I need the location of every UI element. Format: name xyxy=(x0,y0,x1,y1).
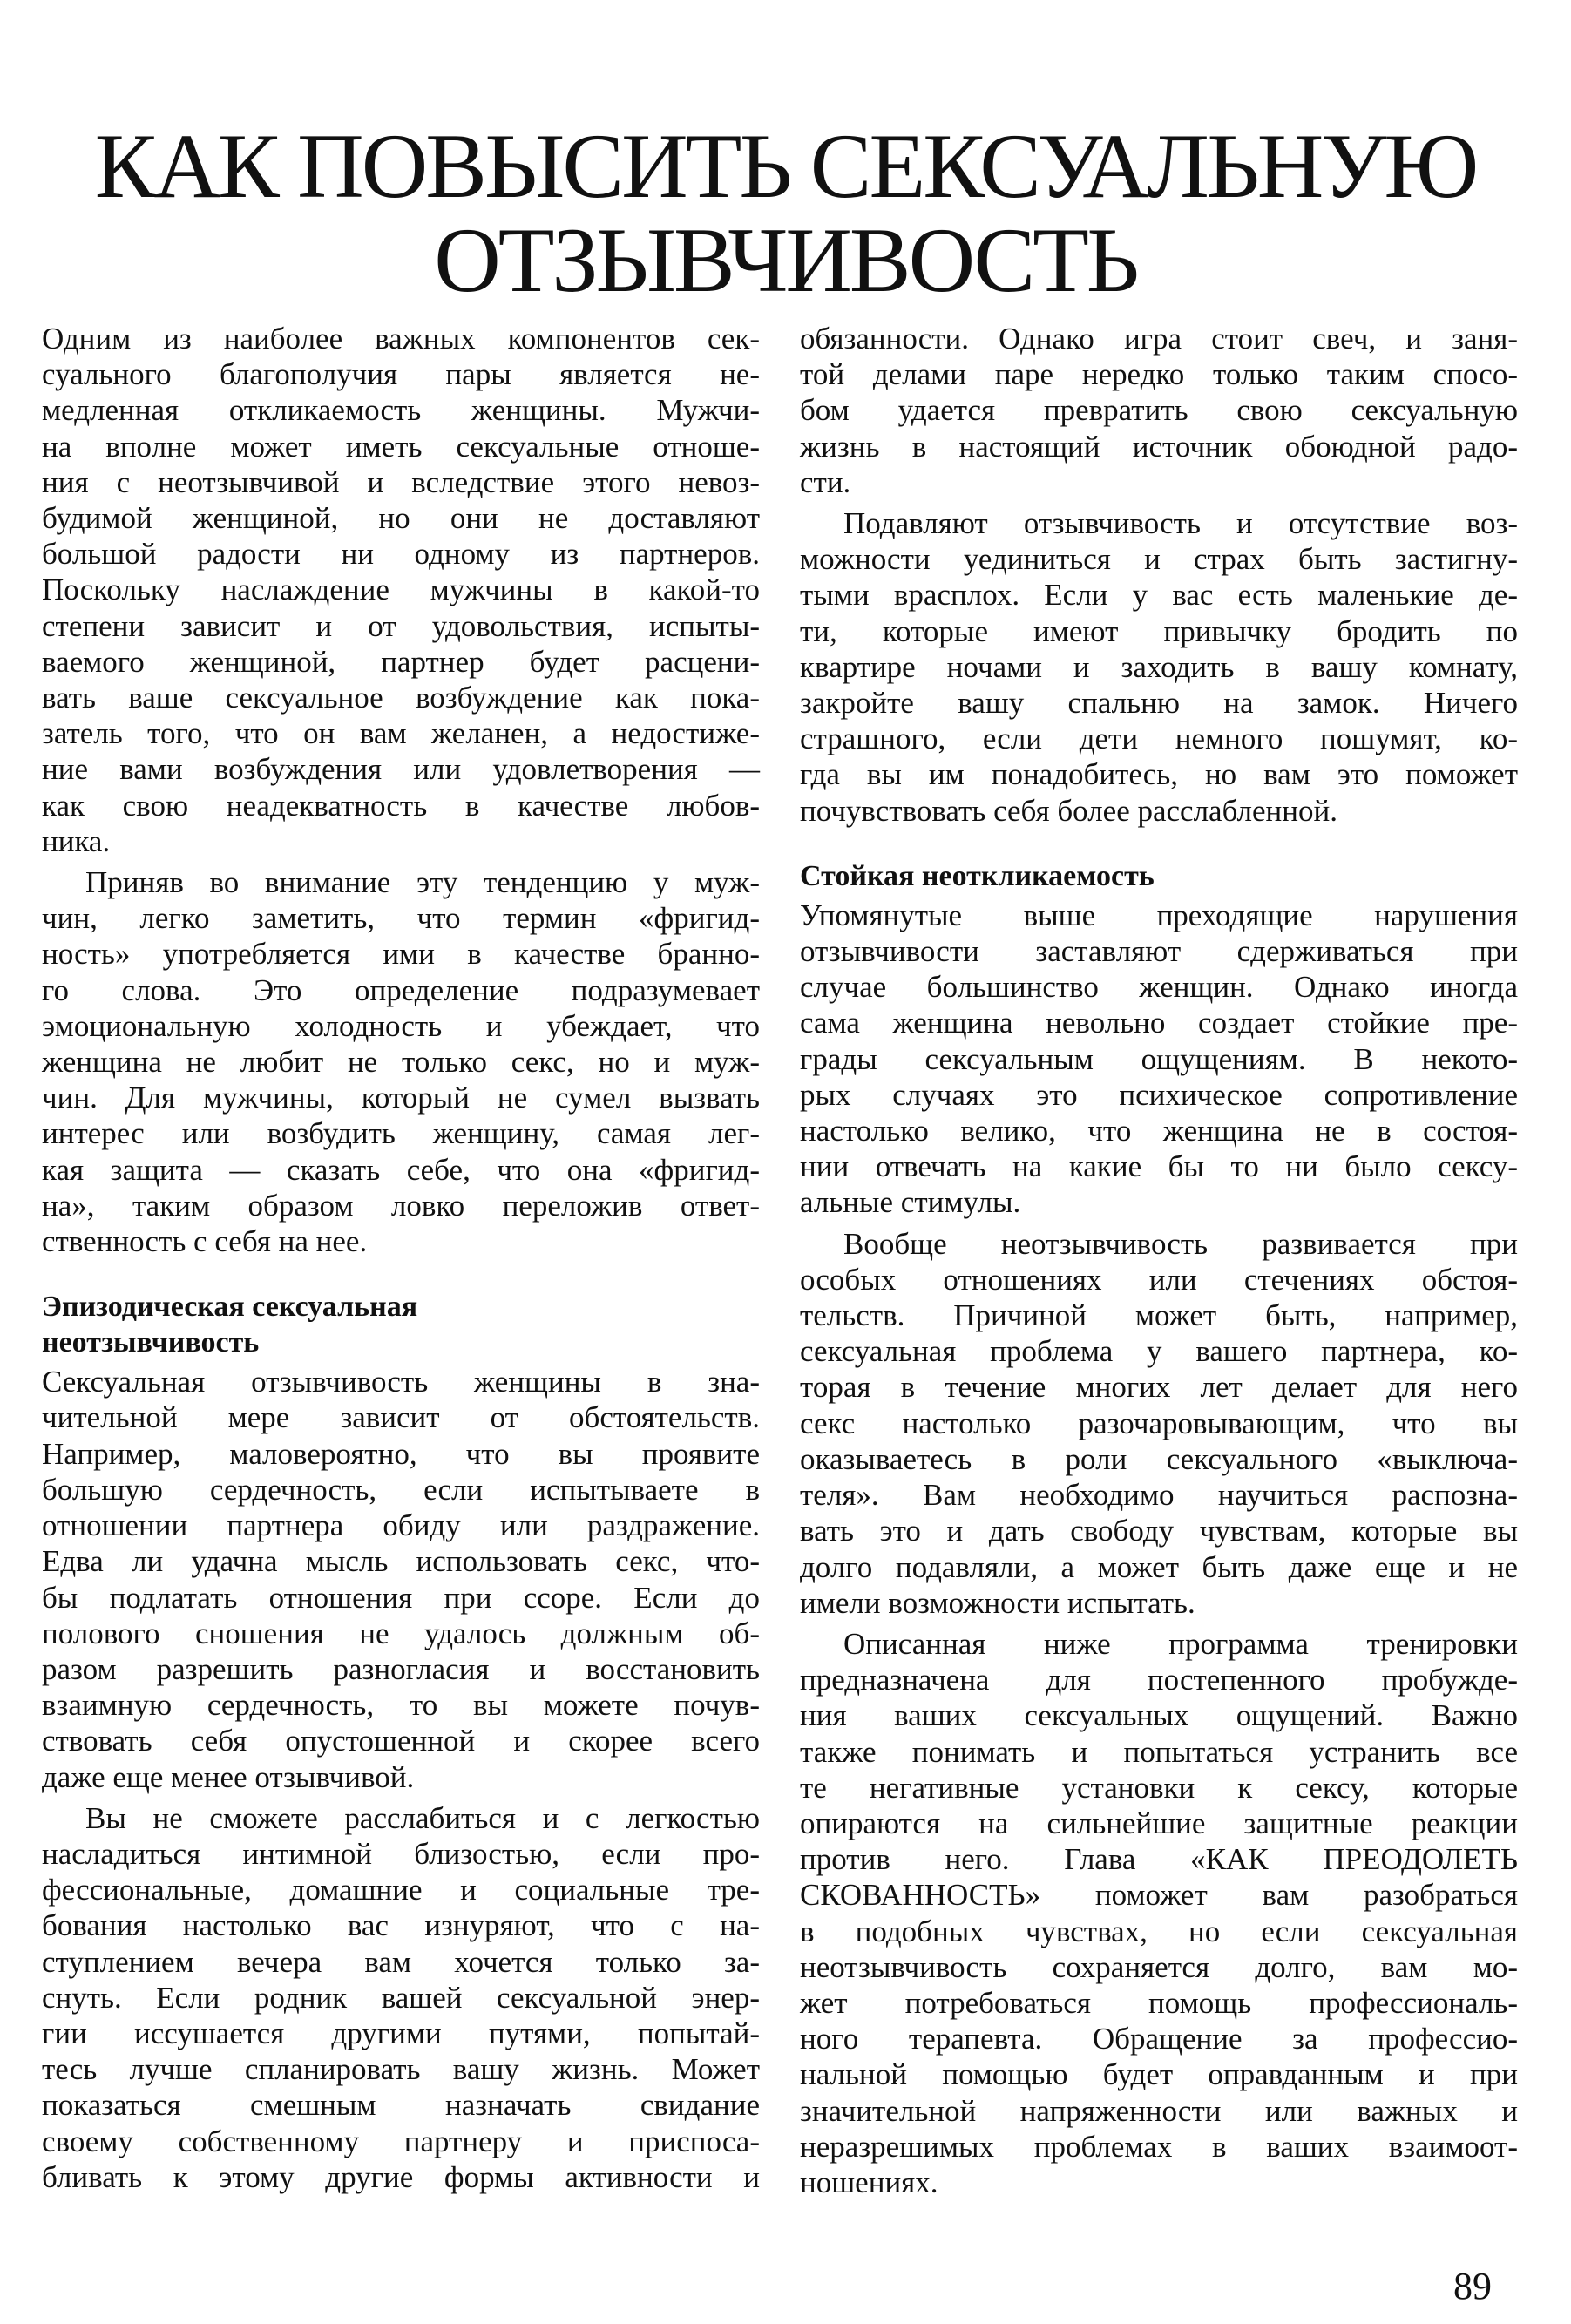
text-line: медленная откликаемость женщины. Мужчи- xyxy=(42,393,760,428)
text-line: как свою неадекватность в качестве любов- xyxy=(42,788,760,823)
text-line: ность» употребляется ими в качестве бранно- xyxy=(42,937,760,972)
text-line: Вообще неотзывчивость развивается при xyxy=(843,1226,1518,1261)
paragraph xyxy=(800,321,1518,500)
text-line: разом разрешить разногласия и восстановить xyxy=(42,1651,760,1686)
page-title-line-1 xyxy=(0,115,1571,217)
text-line: снуть. Если родник вашей сексуальной энер- xyxy=(42,1980,760,2015)
text-line: Едва ли удачна мысль использовать секс, что- xyxy=(42,1544,760,1579)
paragraph xyxy=(800,898,1518,1221)
text-line: ние вами возбуждения или удовлетворения — xyxy=(42,752,760,787)
text-line: Например, маловероятно, что вы проявите xyxy=(42,1436,760,1471)
text-line: показаться смешным назначать свидание xyxy=(42,2088,760,2123)
text-line: взаимную сердечность, то вы можете почув- xyxy=(42,1688,760,1723)
text-line: гии иссушается другими путями, попытай- xyxy=(42,2016,760,2050)
text-line: также понимать и попытаться устранить все xyxy=(800,1734,1518,1769)
text-line: те негативные установки к сексу, которые xyxy=(800,1770,1518,1805)
text-line: чин. Для мужчины, который не сумел вызвать xyxy=(42,1081,760,1115)
text-line: опираются на сильнейшие защитные реакции xyxy=(800,1806,1518,1840)
text-line: большую сердечность, если испытываете в xyxy=(42,1472,760,1507)
paragraph xyxy=(800,1226,1518,1621)
text-line: почувствовать себя более расслабленной. xyxy=(800,793,1337,828)
text-line: вать это и дать свободу чувствам, которые вы xyxy=(800,1514,1518,1548)
text-line: ного терапевта. Обращение за профессио- xyxy=(800,2022,1518,2056)
text-line: ствовать себя опустошенной и скорее всего xyxy=(42,1724,760,1758)
heading-line: Эпизодическая сексуальная xyxy=(42,1291,418,1324)
text-line: жизнь в настоящий источник обоюдной радо- xyxy=(800,429,1518,464)
text-line: большой радости ни одному из партнеров. xyxy=(42,537,760,572)
text-line: той делами паре нередко только таким спосо- xyxy=(800,357,1518,392)
text-line: насладиться интимной близостью, если про- xyxy=(42,1836,760,1871)
text-line: Описанная ниже программа тренировки xyxy=(843,1626,1518,1661)
heading-line: Стойкая неоткликаемость xyxy=(800,859,1155,892)
text-line: сама женщина невольно создает стойкие пре- xyxy=(800,1006,1518,1040)
text-line: рых случаях это психическое сопротивление xyxy=(800,1077,1518,1112)
text-line: ношениях. xyxy=(800,2165,938,2199)
text-line: ваемого женщиной, партнер будет расцени- xyxy=(42,644,760,679)
text-line: имели возможности испытать. xyxy=(800,1585,1195,1620)
text-line: бы подлатать отношения при ссоре. Если до xyxy=(42,1580,760,1615)
text-line: чительной мере зависит от обстоятельств. xyxy=(42,1400,760,1435)
text-line: ния ваших сексуальных ощущений. Важно xyxy=(800,1698,1518,1733)
heading-line: неотзывчивость xyxy=(42,1326,260,1359)
text-line: ти, которые имеют привычку бродить по xyxy=(800,613,1518,648)
page-number: 89 xyxy=(1453,2265,1492,2307)
text-line: Вы не сможете расслабиться и с легкостью xyxy=(85,1800,760,1835)
text-line: ступлением вечера вам хочется только за- xyxy=(42,1944,760,1979)
text-line: грады сексуальным ощущениям. В некото- xyxy=(800,1041,1518,1076)
text-line: предназначена для постепенного пробужде- xyxy=(800,1663,1518,1697)
text-line: долго подавляли, а может быть даже еще и не xyxy=(800,1549,1518,1584)
text-line: тыми врасплох. Если у вас есть маленькие де- xyxy=(800,578,1518,613)
title-text: КАК ПОВЫСИТЬ СЕКСУАЛЬНУЮ xyxy=(94,115,1477,217)
paragraph xyxy=(42,864,760,1259)
text-line: сексуальная проблема у вашего партнера, ко- xyxy=(800,1334,1518,1369)
text-line: тесь лучше спланировать вашу жизнь. Может xyxy=(42,2052,760,2087)
text-line: отзывчивости заставляют сдерживаться при xyxy=(800,934,1518,969)
section-heading xyxy=(800,858,1518,894)
text-line: будимой женщиной, но они не доставляют xyxy=(42,501,760,536)
text-line: на вполне может иметь сексуальные отноше- xyxy=(42,429,760,464)
text-line: отношении партнера обиду или раздражение. xyxy=(42,1508,760,1543)
text-line: вать ваше сексуальное возбуждение как пока- xyxy=(42,681,760,715)
text-line: чин, легко заметить, что термин «фригид- xyxy=(42,901,760,936)
text-line: бом удается превратить свою сексуальную xyxy=(800,393,1518,428)
text-line: альные стимулы. xyxy=(800,1185,1021,1220)
text-line: обязанности. Однако игра стоит свеч, и заня- xyxy=(800,322,1518,356)
text-line: страшного, если дети немного пошумят, ко- xyxy=(800,722,1518,756)
text-line: интерес или возбудить женщину, самая лег- xyxy=(42,1116,760,1151)
text-line: жет потребоваться помощь профессиональ- xyxy=(800,1985,1518,2020)
text-line: особых отношениях или стечениях обстоя- xyxy=(800,1262,1518,1297)
paragraph xyxy=(800,1626,1518,2200)
text-line: неразрешимых проблемах в ваших взаимоот- xyxy=(800,2129,1518,2164)
text-line: можности уединиться и страх быть застигну- xyxy=(800,542,1518,577)
text-line: против него. Глава «КАК ПРЕОДОЛЕТЬ xyxy=(800,1842,1518,1877)
page-title-line-2 xyxy=(0,209,1571,311)
text-line: эмоциональную холодность и убеждает, что xyxy=(42,1008,760,1043)
title-text: ОТЗЫВЧИВОСТЬ xyxy=(434,209,1137,311)
text-line: тельств. Причиной может быть, например, xyxy=(800,1298,1518,1333)
text-line: Сексуальная отзывчивость женщины в зна- xyxy=(42,1365,760,1399)
section-heading xyxy=(42,1289,760,1360)
text-line: неотзывчивость сохраняется долго, вам мо- xyxy=(800,1949,1518,1984)
text-line: гда вы им понадобитесь, но вам это поможет xyxy=(800,757,1518,792)
text-line: случае большинство женщин. Однако иногда xyxy=(800,970,1518,1005)
text-line: теля». Вам необходимо научиться распозна- xyxy=(800,1478,1518,1513)
text-line: го слова. Это определение подразумевает xyxy=(42,972,760,1007)
text-line: значительной напряженности или важных и xyxy=(800,2093,1518,2128)
text-line: степени зависит и от удовольствия, испыты- xyxy=(42,608,760,643)
text-line: сти. xyxy=(800,464,851,499)
text-line: Подавляют отзывчивость и отсутствие воз- xyxy=(843,506,1518,541)
text-line: ственность с себя на нее. xyxy=(42,1224,368,1259)
text-line: СКОВАННОСТЬ» поможет вам разобраться xyxy=(800,1878,1518,1913)
text-line: настолько велико, что женщина не в состоя- xyxy=(800,1114,1518,1148)
paragraph xyxy=(42,1800,760,2195)
text-line: закройте вашу спальню на замок. Ничего xyxy=(800,686,1518,721)
text-line: квартире ночами и заходить в вашу комнату, xyxy=(800,649,1518,684)
text-line: секс настолько разочаровывающим, что вы xyxy=(800,1406,1518,1440)
text-line: в подобных чувствах, но если сексуальная xyxy=(800,1914,1518,1948)
text-line: нии отвечать на какие бы то ни было сексу- xyxy=(800,1149,1518,1184)
text-line: фессиональные, домашние и социальные тре- xyxy=(42,1873,760,1907)
paragraph xyxy=(42,1364,760,1794)
text-line: ния с неотзывчивой и вследствие этого невоз- xyxy=(42,464,760,499)
text-line: затель того, что он вам желанен, а недостиже- xyxy=(42,716,760,751)
text-line: Поскольку наслаждение мужчины в какой-то xyxy=(42,573,760,607)
text-line: оказываетесь в роли сексуального «выключа- xyxy=(800,1441,1518,1476)
text-line: ника. xyxy=(42,823,111,858)
text-line: кая защита — сказать себе, что она «фригид- xyxy=(42,1152,760,1187)
text-line: торая в течение многих лет делает для него xyxy=(800,1370,1518,1405)
paragraph xyxy=(800,505,1518,829)
text-line: бливать к этому другие формы активности и xyxy=(42,2159,760,2194)
text-line: Приняв во внимание эту тенденцию у муж- xyxy=(85,865,760,900)
paragraph xyxy=(42,321,760,859)
text-line: на», таким образом ловко переложив ответ- xyxy=(42,1188,760,1223)
text-line: суального благополучия пары является не- xyxy=(42,357,760,392)
right-column xyxy=(800,321,1518,2205)
text-line: нальной помощью будет оправданным и при xyxy=(800,2057,1518,2092)
text-line: женщина не любит не только секс, но и муж- xyxy=(42,1045,760,1080)
text-line: Упомянутые выше преходящие нарушения xyxy=(800,898,1518,932)
text-line: полового сношения не удалось должным об- xyxy=(42,1616,760,1650)
text-line: бования настолько вас изнуряют, что с на- xyxy=(42,1908,760,1943)
text-line: своему собственному партнеру и приспоса- xyxy=(42,2124,760,2158)
text-line: Одним из наиболее важных компонентов сек- xyxy=(42,322,760,356)
text-line: даже еще менее отзывчивой. xyxy=(42,1759,415,1794)
left-column xyxy=(42,321,760,2200)
